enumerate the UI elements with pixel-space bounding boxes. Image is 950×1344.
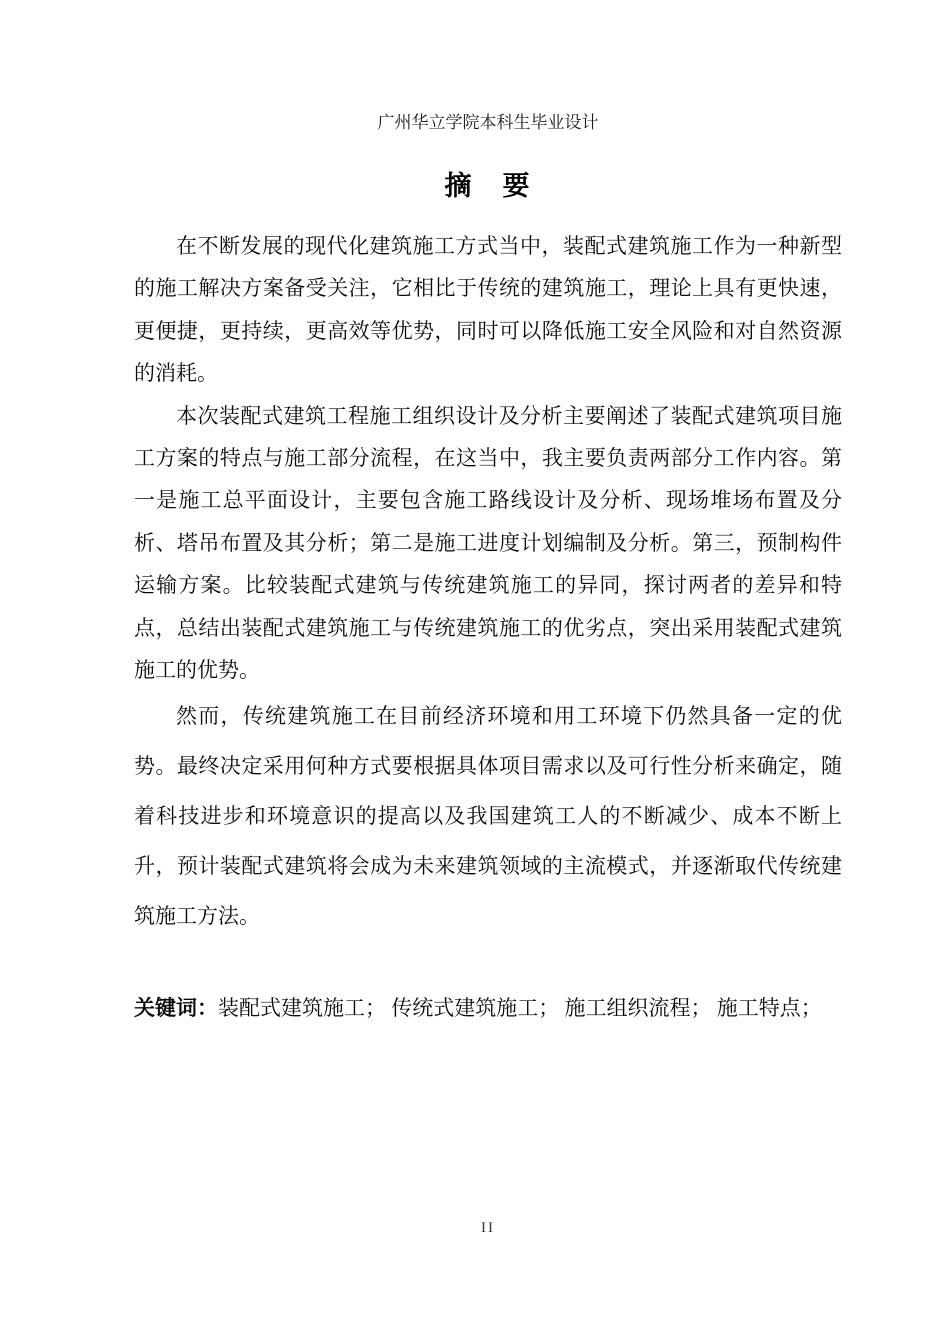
abstract-title: 摘 要 <box>444 171 532 201</box>
keywords-text: 装配式建筑施工； 传统式建筑施工； 施工组织流程； 施工特点； <box>218 996 822 1021</box>
abstract-paragraph-1: 在不断发展的现代化建筑施工方式当中，装配式建筑施工作为一种新型的施工解决方案备受关注，它相比于传统的建筑施工，理论上具有更快速，更便捷，更持续，更高效等优势，同时可以降低施工安全风险和对自然资源的消耗。 <box>134 234 842 386</box>
keywords-label: 关键词： <box>134 997 218 1021</box>
page-number: II <box>481 1220 495 1236</box>
page-header: 广州华立学院本科生毕业设计 <box>377 113 599 132</box>
keywords-line <box>134 993 842 1024</box>
abstract-paragraph-2: 本次装配式建筑工程施工组织设计及分析主要阐述了装配式建筑项目施工方案的特点与施工部分流程，在这当中，我主要负责两部分工作内容。第一是施工总平面设计，主要包含施工路线设计及分析、现场堆场布置及分析、塔吊布置及其分析；第二是施工进度计划编制及分析。第三，预制构件运输方案。比较装配式建筑与传统建筑施工的异同，探讨两者的差异和特点，总结出装配式建筑施工与传统建筑施工的优劣点，突出采用装配式建筑施工的优势。 <box>134 403 842 683</box>
abstract-paragraph-3: 然而，传统建筑施工在目前经济环境和用工环境下仍然具备一定的优势。最终决定采用何种方式要根据具体项目需求以及可行性分析来确定，随着科技进步和环境意识的提高以及我国建筑工人的不断减少、成本不断上升，预计装配式建筑将会成为未来建筑领域的主流模式，并逐渐取代传统建筑施工方法。 <box>134 704 842 929</box>
